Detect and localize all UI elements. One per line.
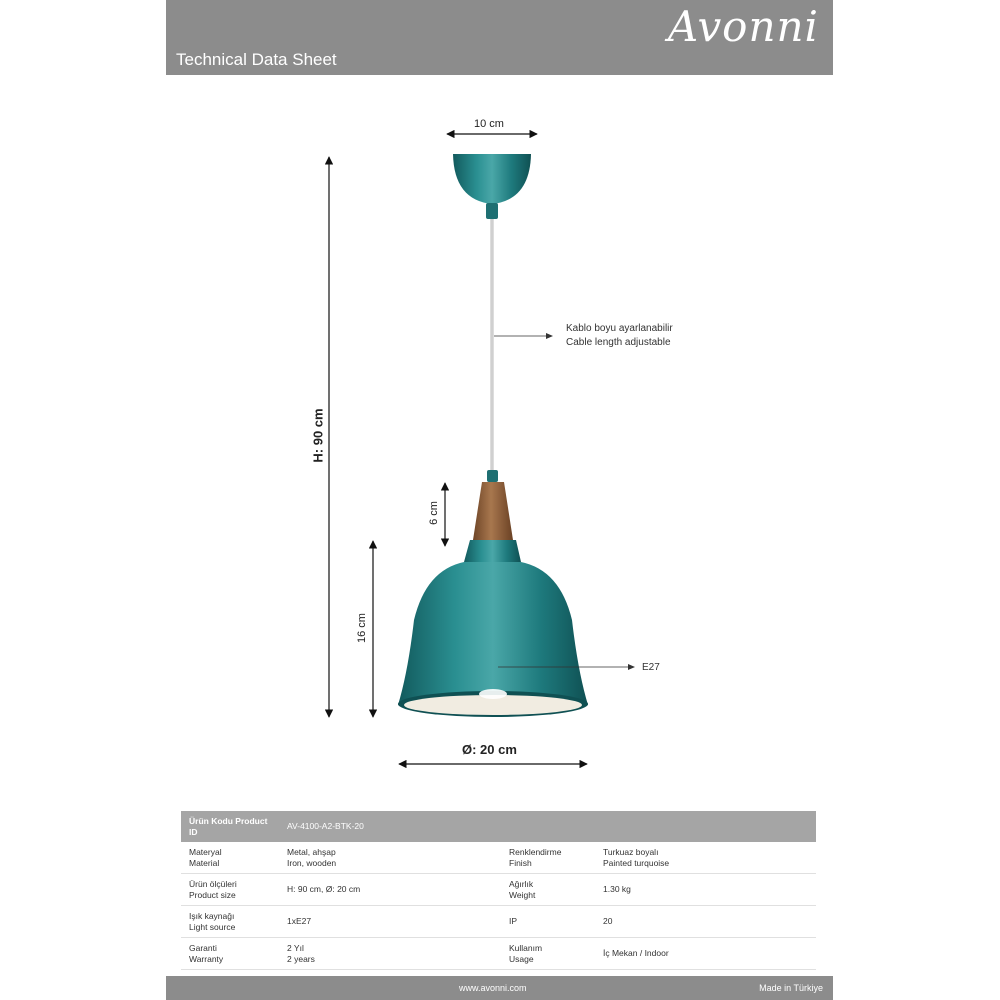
footer-bar <box>166 976 833 1000</box>
spec-value: 20 <box>603 916 613 926</box>
product-id-value: AV-4100-A2-BTK-20 <box>279 811 816 842</box>
total-height-label: H: 90 cm <box>310 408 326 463</box>
page-title: Technical Data Sheet <box>176 50 337 69</box>
spec-value: 1xE27 <box>287 916 312 926</box>
socket-height-label: 6 cm <box>428 501 440 525</box>
spec-label: Ürün ölçüleri <box>189 878 237 889</box>
spec-label: Usage <box>509 953 534 964</box>
socket-cap <box>487 470 498 482</box>
spec-value: 1.30 kg <box>603 884 631 894</box>
lamp-shade <box>398 562 588 705</box>
spec-value: 2 years <box>287 953 315 964</box>
brand-logo: Avonni <box>667 2 819 51</box>
shade-height-label: 16 cm <box>356 613 368 643</box>
spec-value: 2 Yıl <box>287 942 304 953</box>
product-id-label: Ürün Kodu Product ID <box>181 811 279 842</box>
spec-row <box>181 874 816 906</box>
spec-value: Iron, wooden <box>287 857 337 868</box>
spec-label: Işık kaynağı <box>189 910 235 921</box>
spec-label: Product size <box>189 889 236 900</box>
spec-row <box>181 906 816 938</box>
spec-row <box>181 938 816 970</box>
canopy <box>453 154 531 204</box>
wooden-socket <box>473 482 513 540</box>
spec-label: Light source <box>189 921 236 932</box>
made-in-label: Made in Türkiye <box>759 983 823 993</box>
spec-label: Ağırlık <box>509 878 534 889</box>
canopy-neck <box>486 203 498 219</box>
spec-label: Renklendirme <box>509 846 562 857</box>
spec-value: Turkuaz boyalı <box>603 846 659 857</box>
spec-value: H: 90 cm, Ø: 20 cm <box>287 884 361 894</box>
spec-label: Weight <box>509 889 536 900</box>
spec-row <box>181 842 816 874</box>
spec-value: İç Mekan / Indoor <box>603 948 669 958</box>
spec-table <box>181 811 816 970</box>
socket-type-label: E27 <box>642 662 660 673</box>
spec-label: Finish <box>509 857 532 868</box>
canopy-width-label: 10 cm <box>474 118 504 130</box>
spec-label: Warranty <box>189 953 224 964</box>
spec-label: IP <box>509 916 518 926</box>
bulb <box>479 689 507 699</box>
spec-label: Kullanım <box>509 942 543 953</box>
spec-label: Materyal <box>189 846 222 857</box>
diameter-label: Ø: 20 cm <box>462 742 517 757</box>
website-link[interactable]: www.avonni.com <box>459 983 527 993</box>
spec-value: Metal, ahşap <box>287 846 336 857</box>
spec-label: Material <box>189 857 220 868</box>
cable-note: Kablo boyu ayarlanabilir Cable length adjustable <box>566 323 673 348</box>
spec-label: Garanti <box>189 942 217 953</box>
spec-header-row <box>181 811 816 842</box>
spec-value: Painted turquoise <box>603 857 670 868</box>
shade-collar <box>464 540 521 562</box>
